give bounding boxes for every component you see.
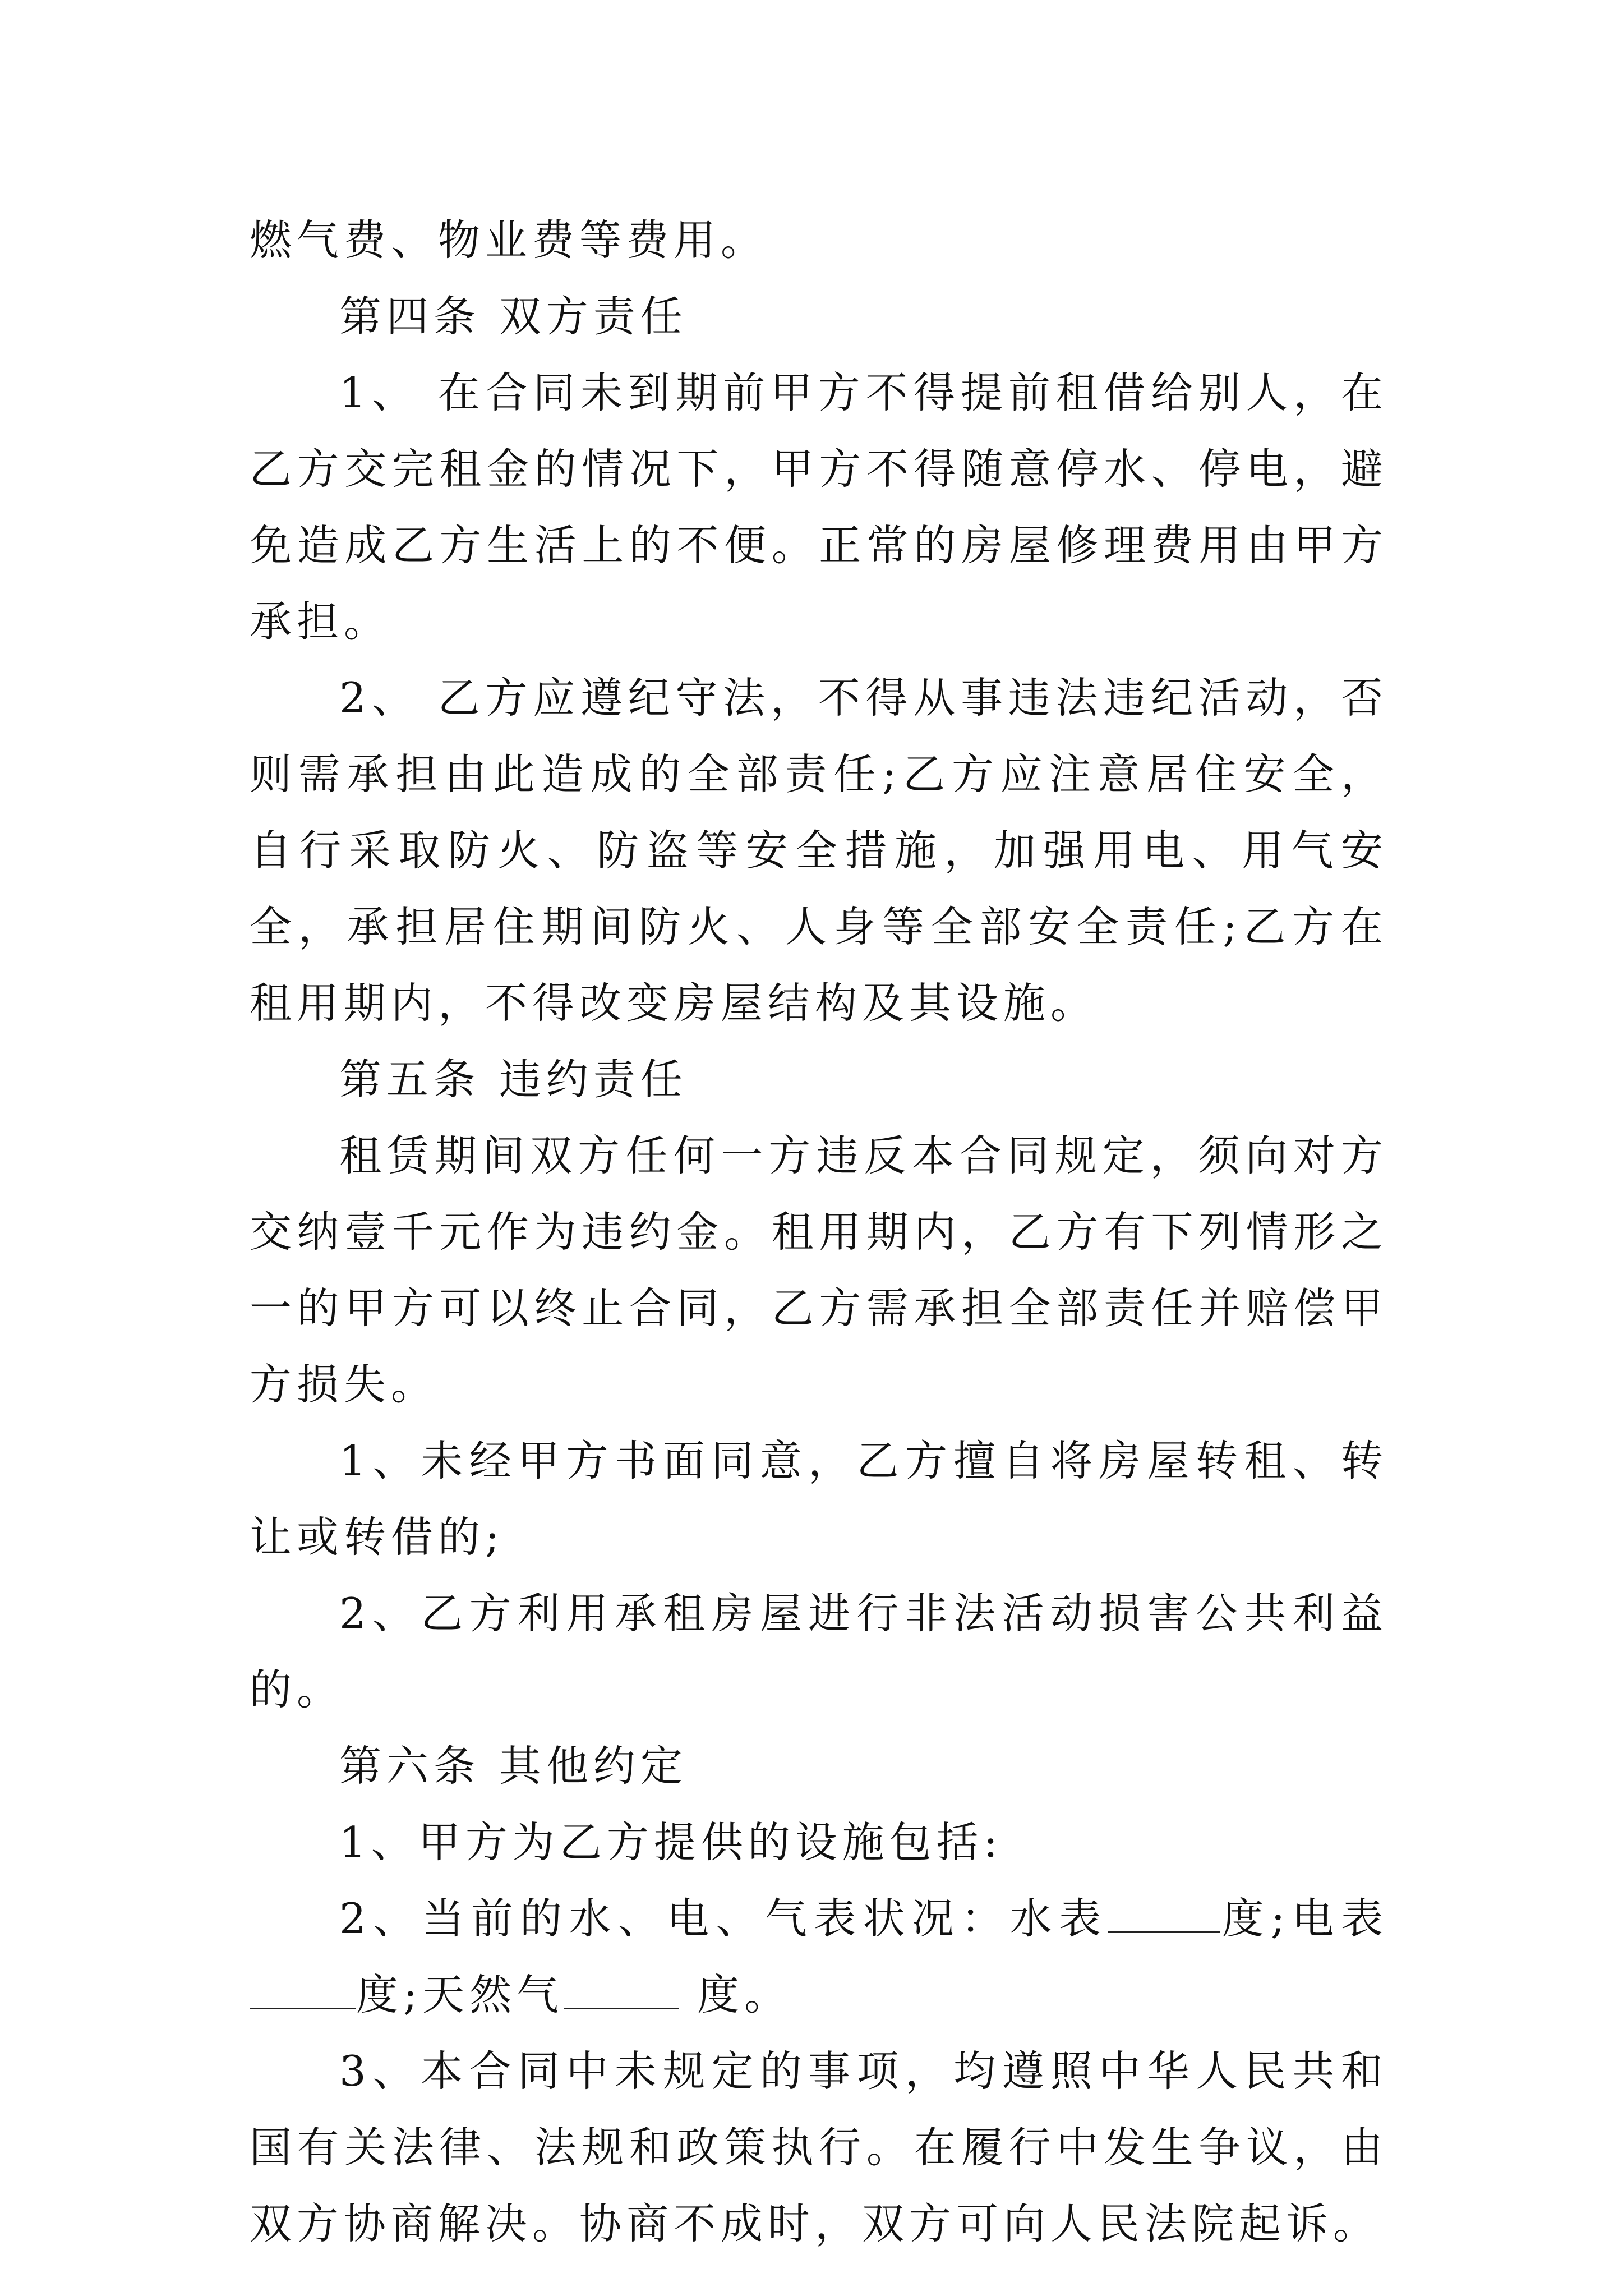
gas-meter-blank (564, 1973, 679, 2009)
article-4-clause-2: 2、 乙方应遵纪守法，不得从事违法违纪活动，否则需承担由此造成的全部责任;乙方应注意居住安全，自行采取防火、防盗等安全措施，加强用电、用气安全，承担居住期间防火、人身等全部安全责任;乙方在租用期内，不得改变房屋结构及其设施。 (250, 673, 1388, 1028)
article-6-clause-3: 3、本合同中未规定的事项，均遵照中华人民共和国有关法律、法规和政策执行。在履行中发生争议，由双方协商解决。协商不成时，双方可向人民法院起诉。 (250, 2046, 1388, 2248)
article-4-heading: 第四条 双方责任 (339, 292, 688, 341)
article-5-clause-2: 2、乙方利用承租房屋进行非法活动损害公共利益的。 (250, 1589, 1388, 1714)
article-6-clause-1: 1、甲方为乙方提供的设施包括: (339, 1818, 1003, 1867)
article-5-intro: 租赁期间双方任何一方违反本合同规定，须向对方交纳壹千元作为违约金。租用期内，乙方有下列情形之一的甲方可以终止合同，乙方需承担全部责任并赔偿甲方损失。 (250, 1131, 1388, 1409)
article-4-clause-1: 1、 在合同未到期前甲方不得提前租借给别人，在乙方交完租金的情况下，甲方不得随意停水、停电，避免造成乙方生活上的不便。正常的房屋修理费用由甲方承担。 (250, 368, 1388, 646)
article-5-heading: 第五条 违约责任 (339, 1055, 688, 1104)
water-meter-blank (1108, 1897, 1220, 1933)
meter-text-electric: 度;电表 (1220, 1894, 1388, 1943)
document-page (250, 202, 1388, 2262)
meter-text-water: 2、当前的水、电、气表状况：水表 (339, 1894, 1108, 1943)
article-6-clause-2 (250, 1880, 1388, 2033)
electric-meter-blank (250, 1973, 356, 2009)
article-5-clause-1: 1、未经甲方书面同意，乙方擅自将房屋转租、转让或转借的; (250, 1436, 1388, 1562)
meter-text-gas: 度;天然气 (356, 1970, 564, 2019)
paragraph-fees-continued: 燃气费、物业费等费用。 (250, 215, 768, 265)
article-6-heading: 第六条 其他约定 (339, 1741, 688, 1791)
meter-text-end: 度。 (679, 1970, 792, 2019)
